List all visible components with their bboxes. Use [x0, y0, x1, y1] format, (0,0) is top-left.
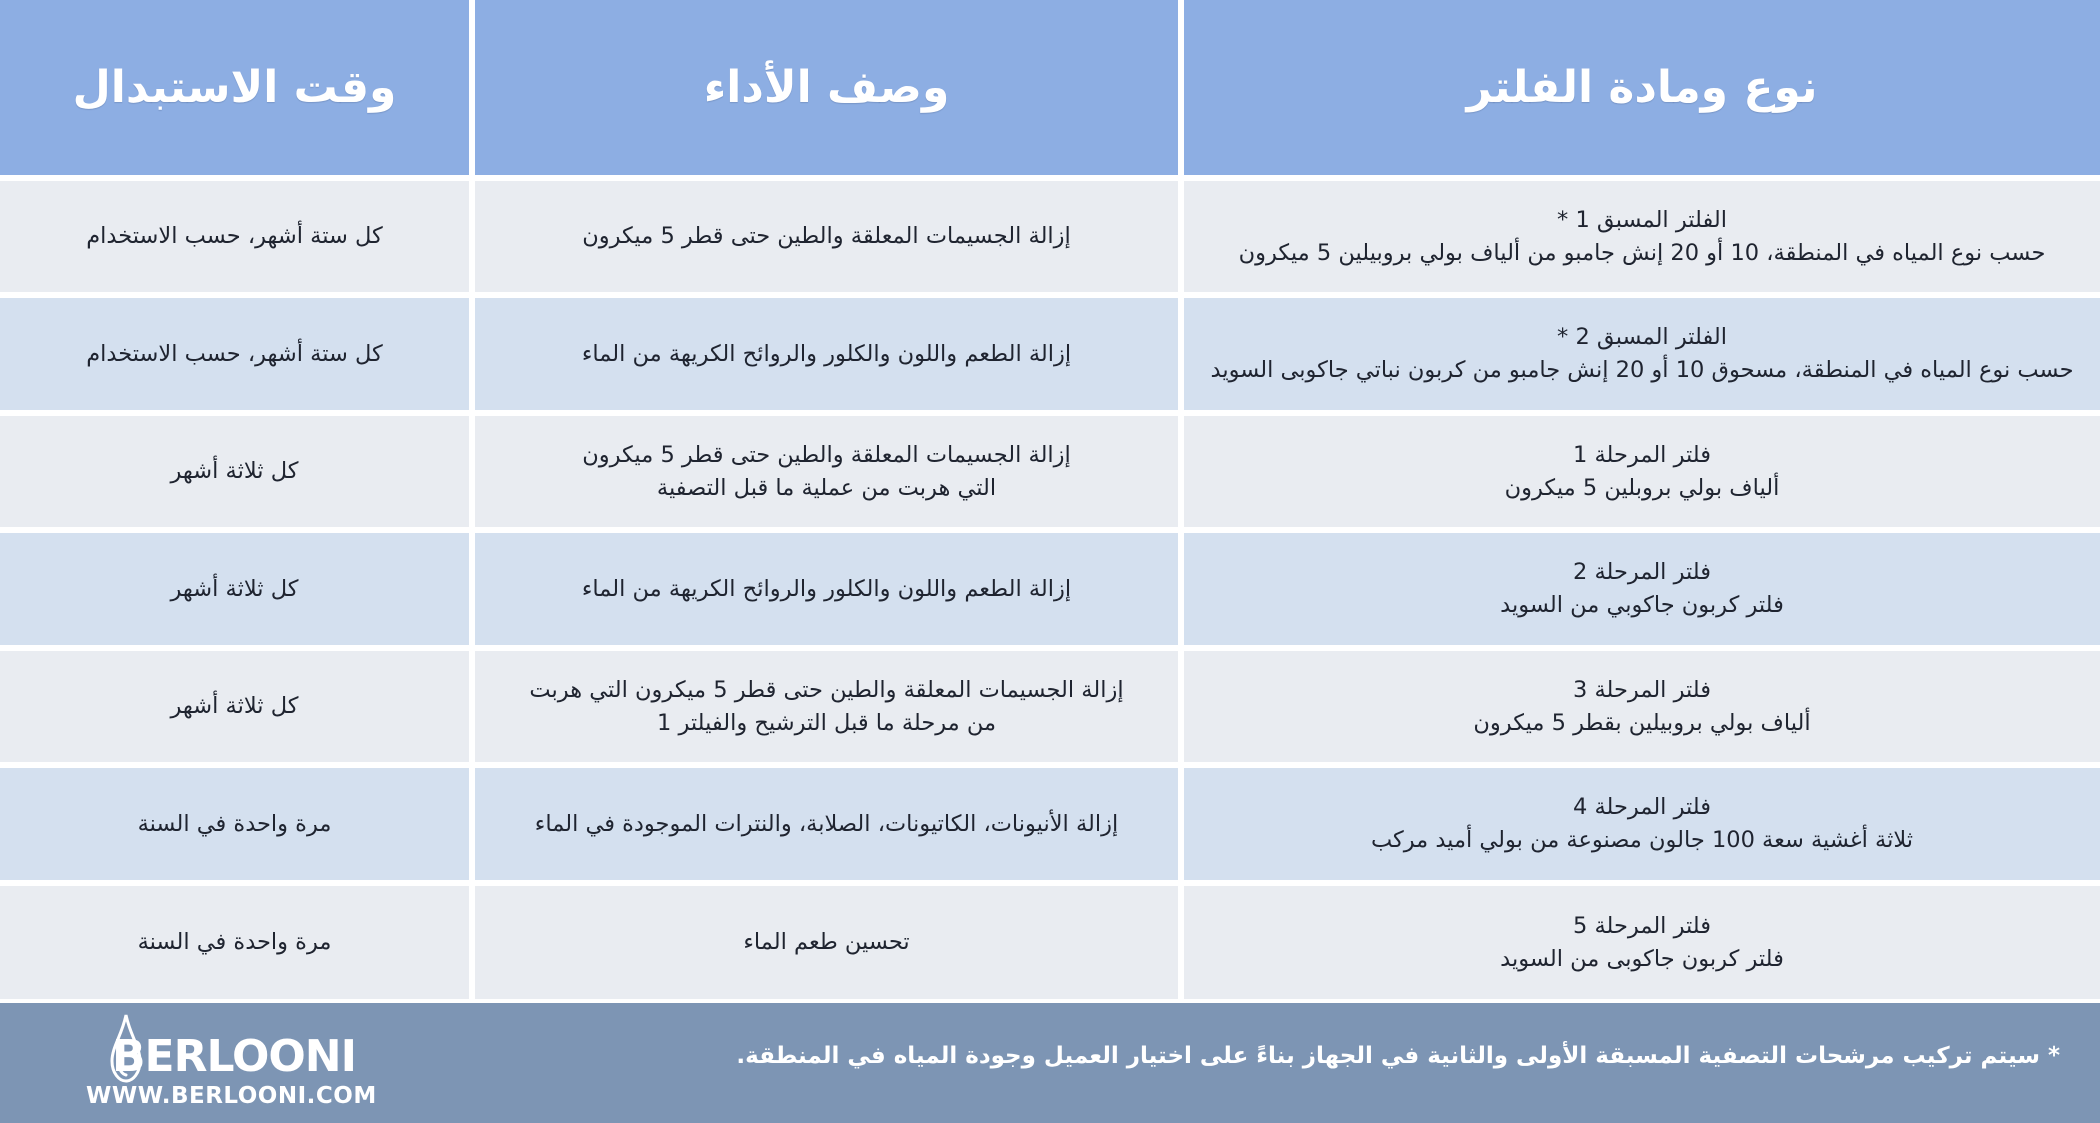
- table-row: [0, 298, 2100, 410]
- performance-cell: [475, 416, 1178, 527]
- performance-text: إزالة الأنيونات، الكاتيونات، الصلابة، والنترات الموجودة في الماء: [534, 810, 1119, 837]
- table-row: [0, 416, 2100, 527]
- table-header: [0, 0, 2100, 175]
- filter-type-cell: [1184, 298, 2100, 410]
- website-link[interactable]: WWW.BERLOONI.COM: [86, 1083, 377, 1109]
- filter-type-cell: [1184, 768, 2100, 880]
- performance-text: تحسين طعم الماء: [743, 929, 910, 956]
- replacement-cell: كل ستة أشهر، حسب الاستخدام: [0, 181, 469, 292]
- header-performance: وصف الأداء: [475, 0, 1178, 175]
- performance-cell: [475, 651, 1178, 762]
- filter-name: فلتر المرحلة 3: [1573, 676, 1711, 703]
- performance-cell: [475, 181, 1178, 292]
- filter-type-cell: [1184, 416, 2100, 527]
- performance-text: إزالة الطعم واللون والكلور والروائح الكريهة من الماء: [581, 575, 1072, 602]
- replacement-cell: كل ستة أشهر، حسب الاستخدام: [0, 298, 469, 410]
- table-row: [0, 533, 2100, 645]
- performance-cell: [475, 298, 1178, 410]
- header-replacement: وقت الاستبدال: [0, 0, 469, 175]
- performance-text: إزالة الجسيمات المعلقة والطين حتى قطر 5 ميكرون التي هربت: [529, 676, 1124, 703]
- filter-name: فلتر المرحلة 5: [1573, 912, 1711, 939]
- performance-cell: [475, 768, 1178, 880]
- filter-material: فلتر كربون جاكوبى من السويد: [1500, 945, 1784, 972]
- performance-text: إزالة الجسيمات المعلقة والطين حتى قطر 5 ميكرون: [582, 223, 1071, 250]
- brand-name: BERLOONI: [112, 1031, 356, 1082]
- filter-material: ثلاثة أغشية سعة 100 جالون مصنوعة من بولي أميد مركب: [1370, 827, 1914, 853]
- performance-text: من مرحلة ما قبل الترشيح والفيلتر 1: [656, 709, 997, 736]
- table-body: [0, 181, 2100, 999]
- table-row: [0, 651, 2100, 762]
- performance-cell: [475, 533, 1178, 645]
- replacement-cell: مرة واحدة في السنة: [0, 886, 469, 999]
- table-row: [0, 768, 2100, 880]
- header-filter-type: نوع ومادة الفلتر: [1184, 0, 2100, 175]
- filter-material: حسب نوع المياه في المنطقة، 10 أو 20 إنش جامبو من ألياف بولي بروبيلين 5 ميكرون: [1238, 239, 2046, 266]
- footer-bar: [0, 1003, 2100, 1123]
- filter-material: ألياف بولي بروبلين 5 ميكرون: [1504, 474, 1780, 501]
- footer-note: * سيتم تركيب مرشحات التصفية المسبقة الأولى والثانية في الجهاز بناءً على اختيار العميل وجودة المياه في المنطقة.: [736, 1043, 2060, 1069]
- filter-name: فلتر المرحلة 1: [1573, 441, 1711, 468]
- performance-cell: [475, 886, 1178, 999]
- filter-type-cell: [1184, 181, 2100, 292]
- filter-type-cell: [1184, 886, 2100, 999]
- filter-type-cell: [1184, 651, 2100, 762]
- filter-name: الفلتر المسبق 2 *: [1557, 324, 1727, 351]
- filter-name: فلتر المرحلة 2: [1573, 559, 1711, 586]
- filter-name: الفلتر المسبق 1 *: [1557, 206, 1727, 233]
- filter-name: فلتر المرحلة 4: [1573, 794, 1711, 821]
- filter-material: ألياف بولي بروبيلين بقطر 5 ميكرون: [1473, 709, 1811, 736]
- replacement-cell: كل ثلاثة أشهر: [0, 416, 469, 527]
- performance-text: التي هربت من عملية ما قبل التصفية: [656, 474, 997, 501]
- performance-text: إزالة الجسيمات المعلقة والطين حتى قطر 5 ميكرون: [582, 441, 1071, 468]
- brand-logo: [86, 1011, 377, 1117]
- table-row: [0, 181, 2100, 292]
- filter-material: فلتر كربون جاكوبي من السويد: [1500, 592, 1784, 618]
- filter-type-cell: [1184, 533, 2100, 645]
- table-row: [0, 886, 2100, 999]
- filter-material: حسب نوع المياه في المنطقة، مسحوق 10 أو 20 إنش جامبو من كربون نباتي جاكوبى السويد: [1210, 357, 2074, 383]
- replacement-cell: كل ثلاثة أشهر: [0, 651, 469, 762]
- replacement-cell: كل ثلاثة أشهر: [0, 533, 469, 645]
- performance-text: إزالة الطعم واللون والكلور والروائح الكريهة من الماء: [581, 340, 1072, 367]
- replacement-cell: مرة واحدة في السنة: [0, 768, 469, 880]
